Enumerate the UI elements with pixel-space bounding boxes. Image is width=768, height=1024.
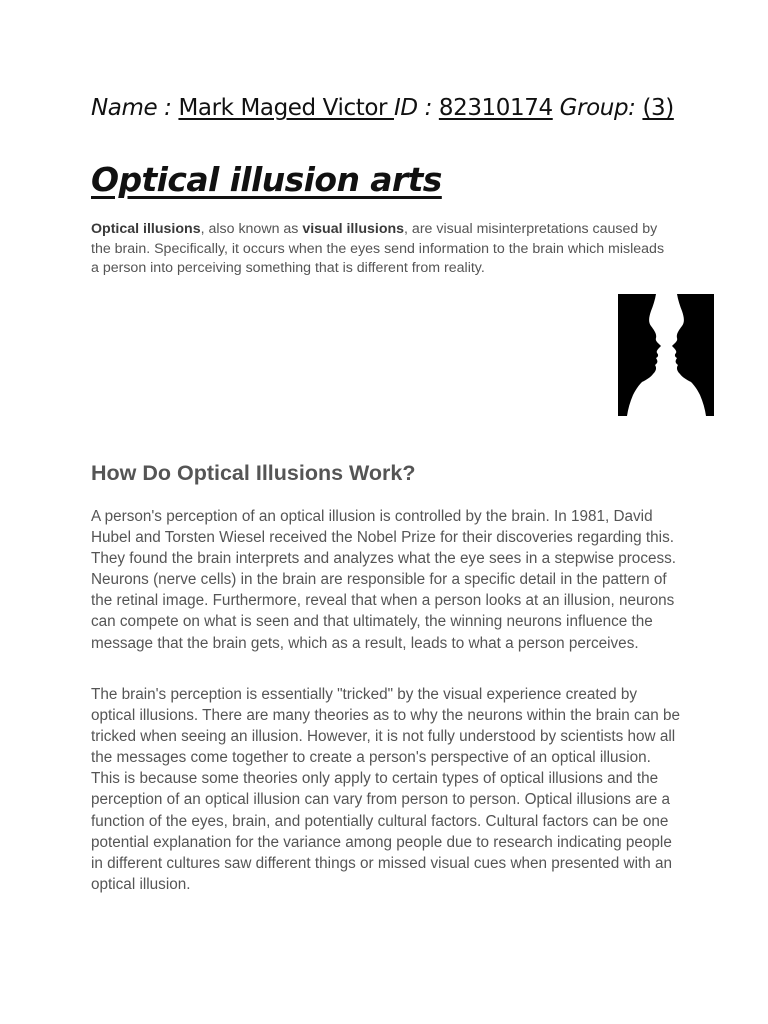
id-label: ID : bbox=[393, 95, 439, 121]
group-label: Group: bbox=[552, 95, 643, 121]
intro-paragraph bbox=[91, 220, 671, 279]
name-label: Name : bbox=[91, 95, 179, 121]
name-value: Mark Maged Victor bbox=[178, 95, 394, 121]
section-heading: How Do Optical Illusions Work? bbox=[91, 461, 416, 485]
body-paragraph-2: The brain's perception is essentially "tricked" by the visual experience created by optical illusions. There are many theories as to why the neurons within the brain can be tricked when seeing an illusion. However, it is not fully understood by scientists how all the messages come together to create a person's perspective of an optical illusion. This is because some theories only apply to certain types of optical illusions and the perception of an optical illusion can vary from person to person. Optical illusions are a function of the eyes, brain, and potentially cultural factors. Cultural factors can be one potential explanation for the variance among people due to research indicating people in different cultures saw different things or missed visual cues when presented with an optical illusion. bbox=[91, 686, 680, 893]
document-title: Optical illusion arts bbox=[91, 160, 442, 199]
rubin-vase-faces-icon bbox=[618, 294, 714, 416]
body-paragraph-1: A person's perception of an optical illusion is controlled by the brain. In 1981, David Hubel and Torsten Wiesel received the Nobel Prize for their discoveries regarding this. They found the brain interprets and analyzes what the eye sees in a stepwise process. Neurons (nerve cells) in the brain are responsible for a specific detail in the pattern of the retinal image. Furthermore, reveal that when a person looks at an illusion, neurons can compete on what is seen and that ultimately, the winning neurons influence the message that the brain gets, which as a result, leads to what a person perceives. bbox=[91, 508, 677, 652]
intro-text-1: , also known as bbox=[200, 221, 303, 237]
group-value: (3) bbox=[642, 95, 674, 121]
intro-term-visual-illusions: visual illusions bbox=[302, 221, 405, 237]
intro-text-2: , are visual misinterpretations caused by the brain. Specifically, it occurs when the eyes send information to the brain which misleads a person into perceiving something that is different from reality. bbox=[91, 221, 665, 277]
id-value: 82310174 bbox=[438, 95, 553, 121]
intro-term-optical-illusions: Optical illusions bbox=[91, 221, 201, 237]
student-info-line bbox=[91, 95, 731, 121]
